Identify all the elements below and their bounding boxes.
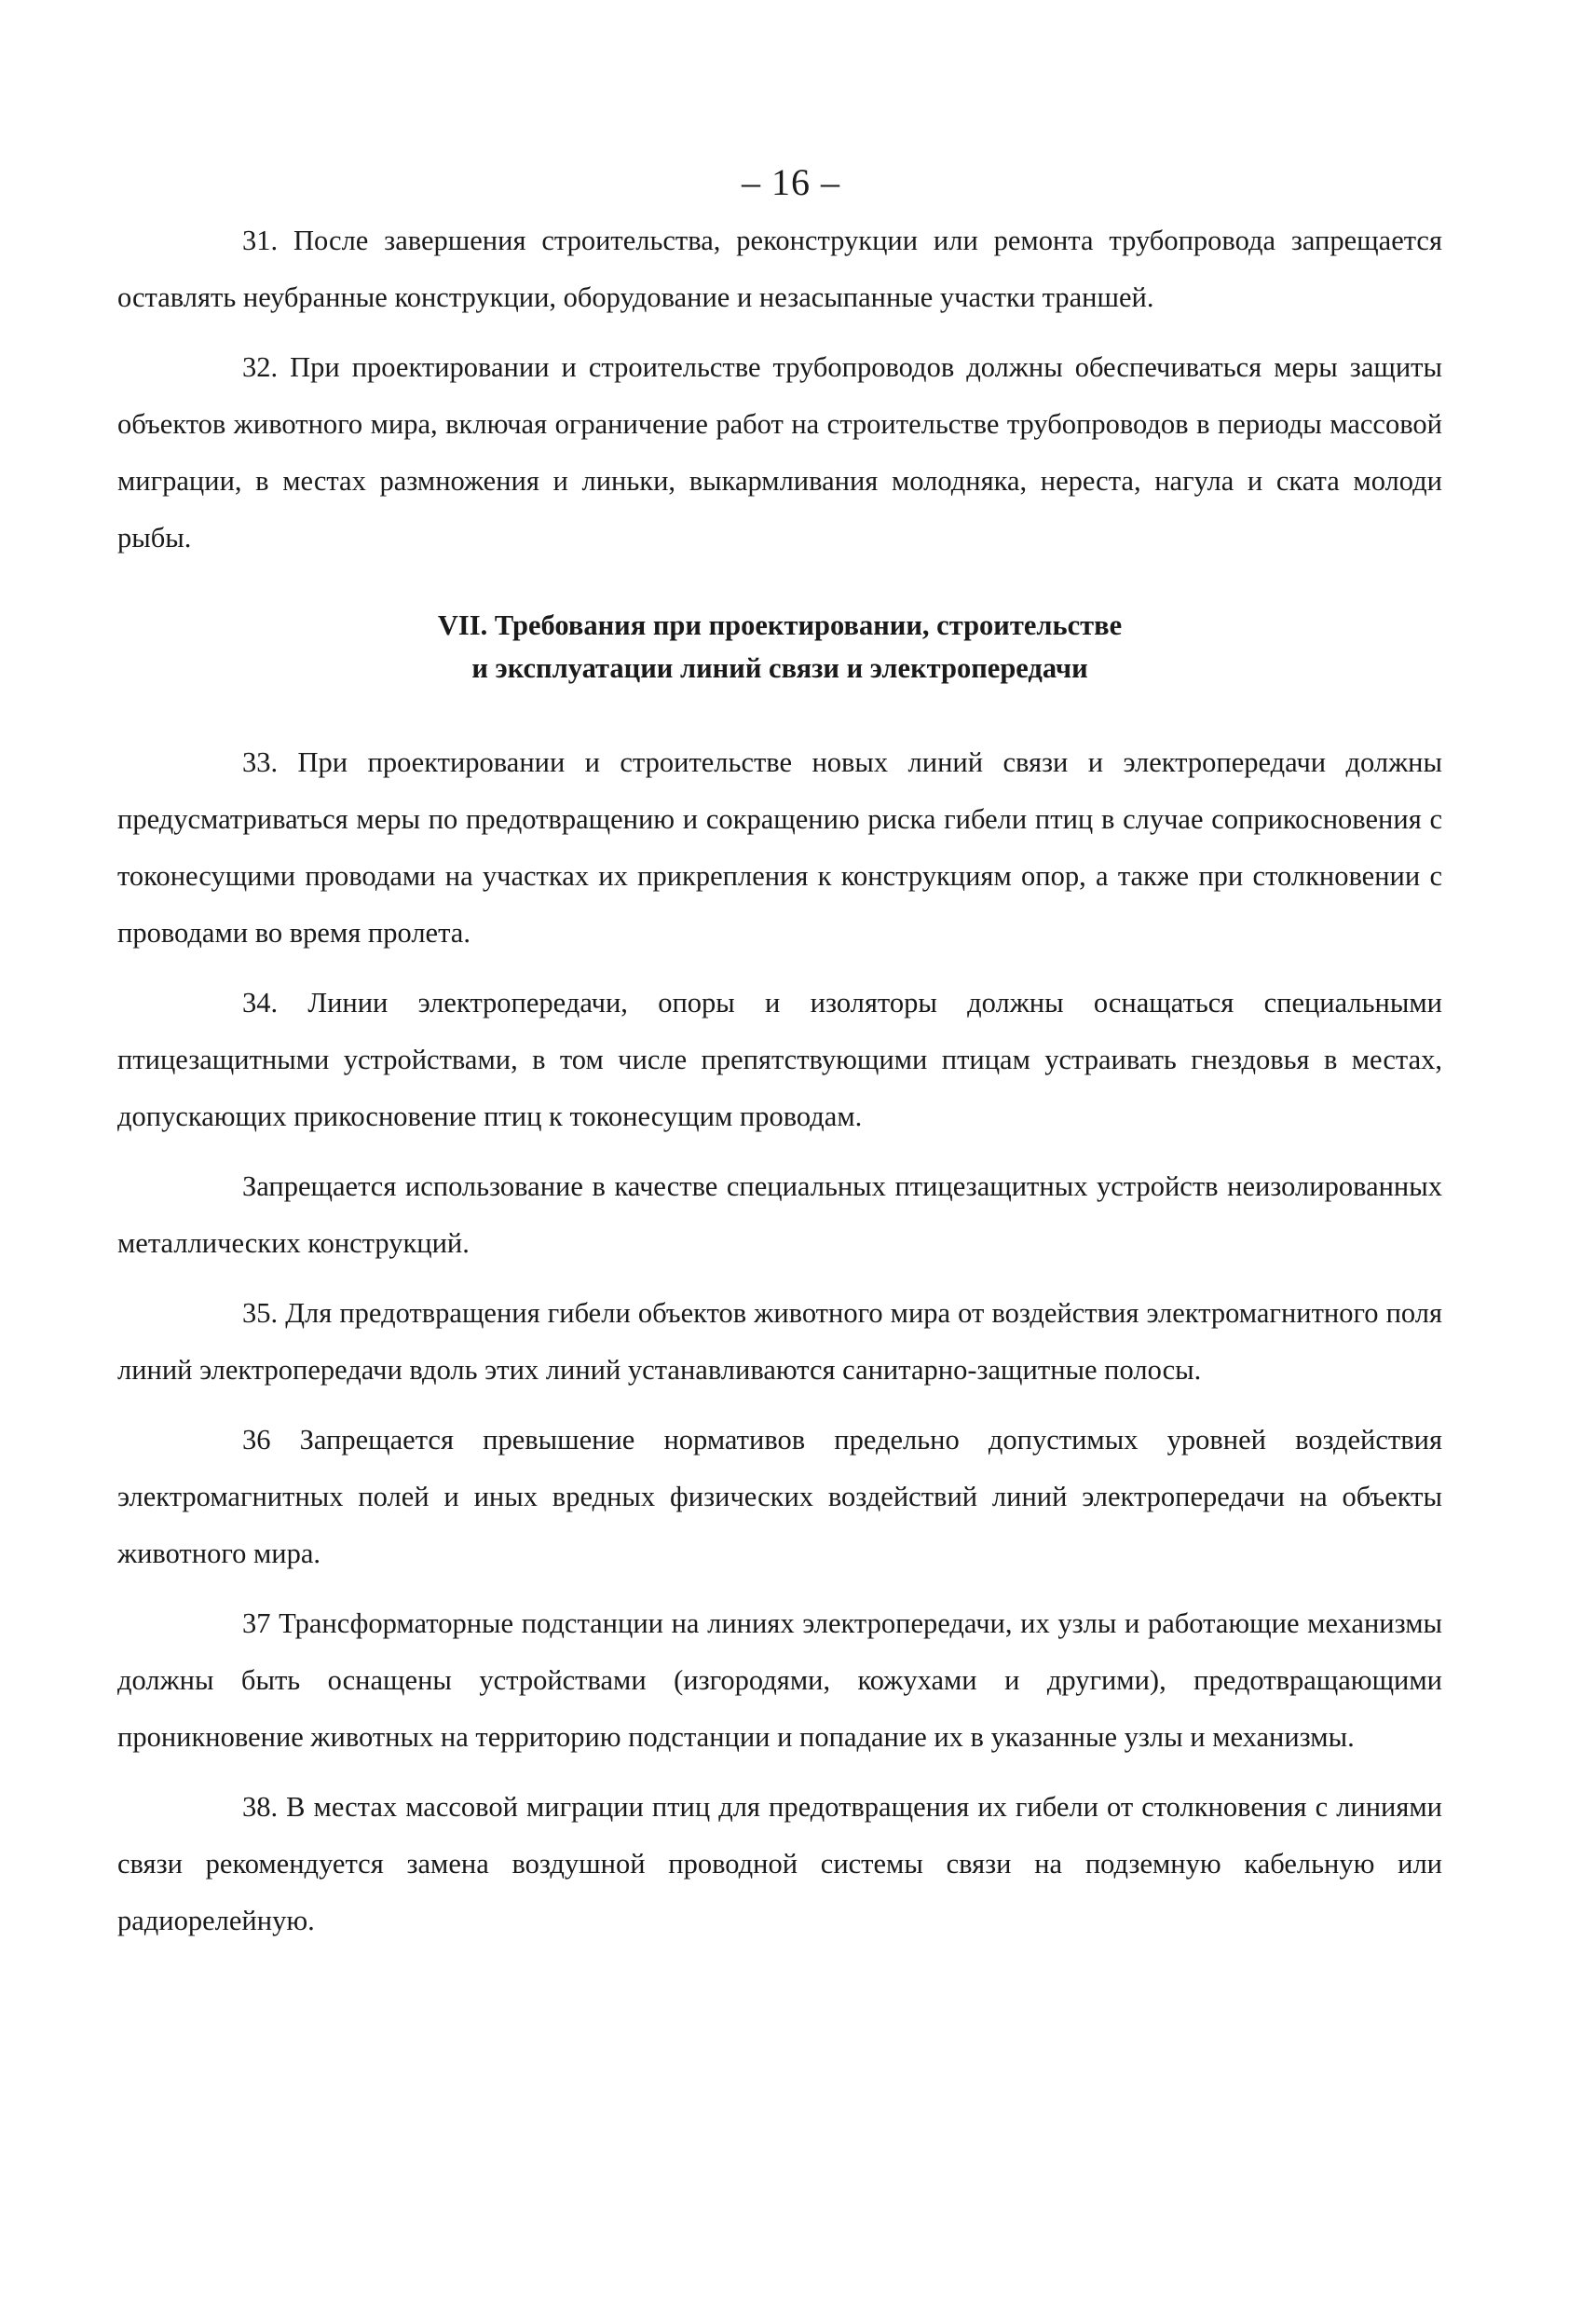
section-heading-line-1: VII. Требования при проектировании, строительстве xyxy=(437,609,1123,641)
paragraph-33: 33. При проектировании и строительстве новых линий связи и электропередачи должны предусматриваться меры по предотвращению и сокращению риска гибели птиц в случае соприкосновения с токонесущими проводами на участках их прикрепления к конструкциям опор, а также при столкновении с проводами во время пролета. xyxy=(117,746,1442,949)
paragraph-32: 32. При проектировании и строительстве трубопроводов должны обеспечиваться меры защиты объектов животного мира, включая ограничение работ на строительстве трубопроводов в периоды массовой миграции, в местах размножения и линьки, выкармливания молодняка, нереста, нагула и ската молоди рыбы. xyxy=(117,351,1442,554)
paragraph-36: 36 Запрещается превышение нормативов предельно допустимых уровней воздействия электромагнитных полей и иных вредных физических воздействий линий электропередачи на объекты животного мира. xyxy=(117,1424,1442,1569)
page-number: – 16 – xyxy=(742,161,840,203)
section-heading-line-2: и эксплуатации линий связи и электропередачи xyxy=(471,652,1088,684)
paragraph-35: 35. Для предотвращения гибели объектов животного мира от воздействия электромагнитного поля линий электропередачи вдоль этих линий устанавливаются санитарно-защитные полосы. xyxy=(117,1297,1442,1386)
paragraph-38: 38. В местах массовой миграции птиц для предотвращения их гибели от столкновения с линиями связи рекомендуется замена воздушной проводной системы связи на подземную кабельную или радиорелейную. xyxy=(117,1791,1442,1936)
paragraph-34: 34. Линии электропередачи, опоры и изоляторы должны оснащаться специальными птицезащитными устройствами, в том числе препятствующими птицам устраивать гнездовья в местах, допускающих прикосновение птиц к токонесущим проводам. xyxy=(117,987,1442,1132)
paragraph-31: 31. После завершения строительства, реконструкции или ремонта трубопровода запрещается оставлять неубранные конструкции, оборудование и незасыпанные участки траншей. xyxy=(117,225,1442,313)
section-heading xyxy=(117,604,1442,690)
document-body xyxy=(117,212,1442,1962)
paragraph-37: 37 Трансформаторные подстанции на линиях электропередачи, их узлы и работающие механизмы должны быть оснащены устройствами (изгородями, кожухами и другими), предотвращающими проникновение животных на территорию подстанции и попадание их в указанные узлы и механизмы. xyxy=(117,1607,1442,1753)
paragraph-34-prohibition: Запрещается использование в качестве специальных птицезащитных устройств неизолированных металлических конструкций. xyxy=(117,1170,1442,1259)
